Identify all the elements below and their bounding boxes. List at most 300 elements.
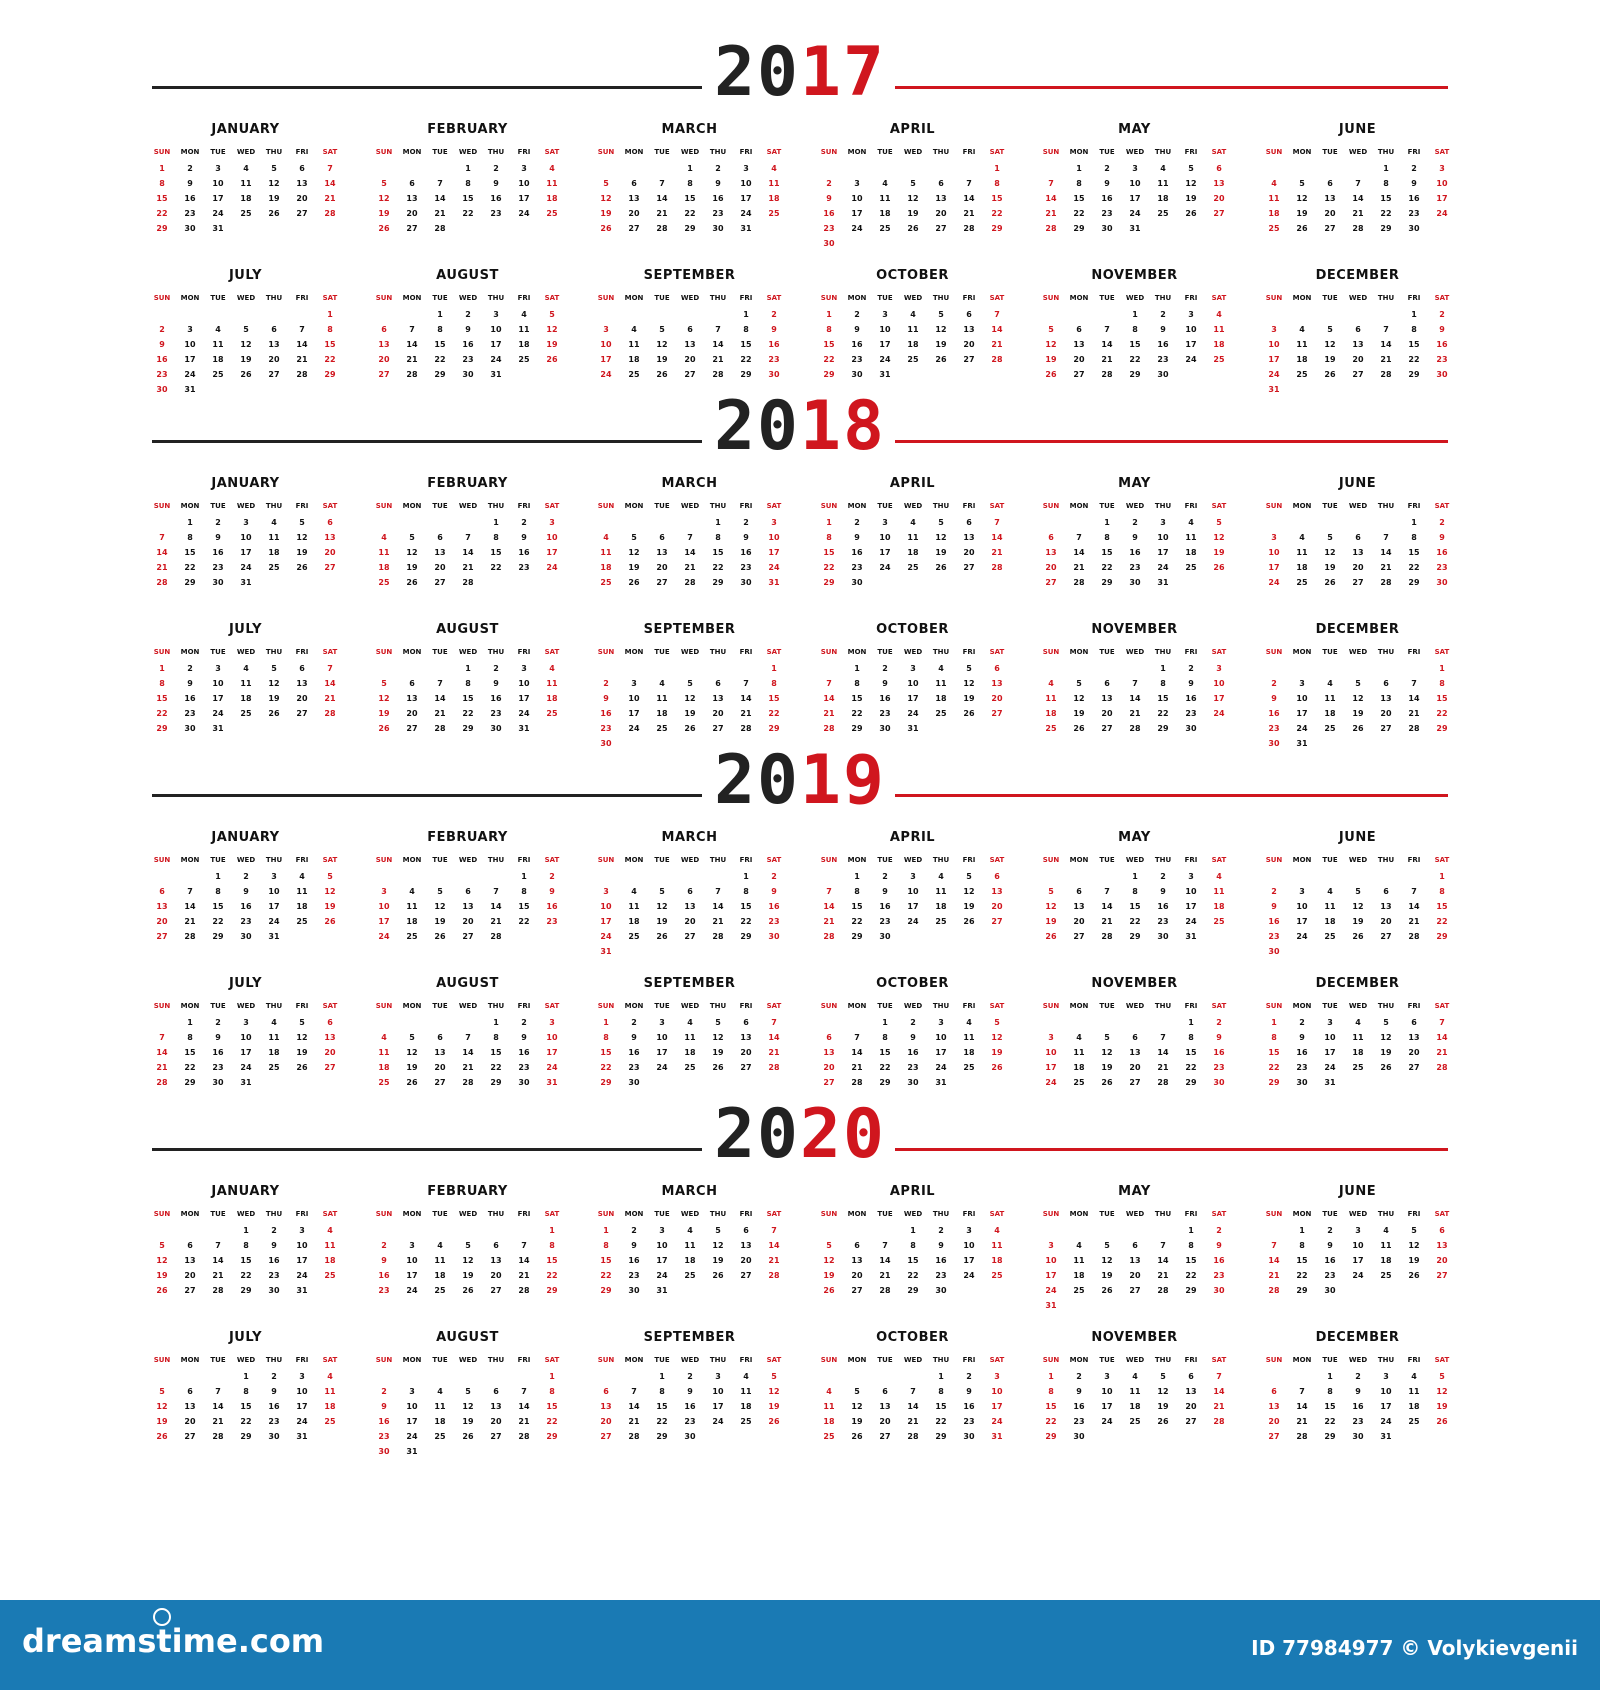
day-cell: 7 bbox=[966, 179, 972, 188]
day-cell: 17 bbox=[656, 1048, 668, 1057]
day-cell: 15 bbox=[1436, 902, 1448, 911]
day-cell: 21 bbox=[740, 709, 752, 718]
weekday-label: THU bbox=[487, 856, 505, 864]
weekday-label: SAT bbox=[544, 1210, 560, 1218]
day-cell: 10 bbox=[406, 1256, 418, 1265]
day-cell: 11 bbox=[268, 1033, 280, 1042]
day-cell: 28 bbox=[1268, 1286, 1280, 1295]
day-cell: 12 bbox=[268, 179, 280, 188]
day-cell: 28 bbox=[462, 1078, 474, 1087]
weekday-label: MON bbox=[180, 294, 200, 302]
week-row bbox=[370, 209, 565, 224]
day-cell: 29 bbox=[1408, 370, 1420, 379]
day-cell: 29 bbox=[546, 1432, 558, 1441]
day-cell: 12 bbox=[1213, 533, 1225, 542]
day-cell: 20 bbox=[1073, 917, 1085, 926]
day-cell: 11 bbox=[212, 340, 224, 349]
day-cell: 12 bbox=[1073, 694, 1085, 703]
weekday-label: WED bbox=[1348, 1210, 1368, 1218]
weekday-label: SAT bbox=[322, 1356, 338, 1364]
footer-bar bbox=[0, 1600, 1600, 1690]
day-cell: 1 bbox=[1132, 872, 1138, 881]
weekday-label: SUN bbox=[375, 1356, 393, 1364]
weekday-label: SAT bbox=[989, 648, 1005, 656]
day-cell: 22 bbox=[156, 209, 168, 218]
day-cell: 5 bbox=[465, 1387, 471, 1396]
week-row bbox=[370, 1286, 565, 1301]
day-cell: 23 bbox=[1213, 1271, 1225, 1280]
day-cell: 9 bbox=[1216, 1241, 1222, 1250]
day-cell: 4 bbox=[381, 1033, 387, 1042]
weekday-label: WED bbox=[1125, 294, 1145, 302]
day-cell: 17 bbox=[1268, 563, 1280, 572]
day-cell: 18 bbox=[823, 1417, 835, 1426]
month-november-2017 bbox=[1037, 268, 1232, 408]
day-cell: 11 bbox=[546, 179, 558, 188]
day-cell: 7 bbox=[327, 164, 333, 173]
week-row bbox=[148, 548, 343, 563]
week-row bbox=[592, 917, 787, 932]
day-cell: 12 bbox=[1324, 340, 1336, 349]
weekday-label: FRI bbox=[1184, 148, 1198, 156]
day-cell: 23 bbox=[740, 563, 752, 572]
day-cell: 9 bbox=[1132, 533, 1138, 542]
weekday-label: FRI bbox=[1407, 502, 1421, 510]
weekday-label: THU bbox=[932, 648, 950, 656]
day-cell: 23 bbox=[1352, 1417, 1364, 1426]
week-row bbox=[1260, 548, 1455, 563]
month-april-2018 bbox=[815, 476, 1010, 616]
day-cell: 15 bbox=[935, 1402, 947, 1411]
week-row bbox=[1260, 1372, 1455, 1387]
day-cell: 2 bbox=[603, 679, 609, 688]
day-cell: 20 bbox=[324, 1048, 336, 1057]
month-may-2018 bbox=[1037, 476, 1232, 616]
day-cell: 7 bbox=[1411, 887, 1417, 896]
weekday-label: THU bbox=[932, 502, 950, 510]
day-cell: 16 bbox=[1157, 340, 1169, 349]
day-cell: 22 bbox=[1324, 1417, 1336, 1426]
weekday-label: SUN bbox=[597, 294, 615, 302]
day-cell: 2 bbox=[966, 1372, 972, 1381]
weekday-label: FRI bbox=[517, 1002, 531, 1010]
week-row bbox=[1260, 224, 1455, 239]
day-cell: 21 bbox=[628, 1417, 640, 1426]
month-name: MAY bbox=[1118, 122, 1151, 137]
day-cell: 28 bbox=[768, 1271, 780, 1280]
day-cell: 23 bbox=[1129, 563, 1141, 572]
day-cell: 5 bbox=[381, 679, 387, 688]
day-cell: 13 bbox=[1073, 340, 1085, 349]
weekday-label: THU bbox=[932, 1210, 950, 1218]
day-cell: 25 bbox=[1185, 563, 1197, 572]
day-cell: 23 bbox=[1213, 1063, 1225, 1072]
day-cell: 3 bbox=[299, 1372, 305, 1381]
day-cell: 15 bbox=[851, 694, 863, 703]
weekday-header-row bbox=[815, 1002, 1010, 1017]
week-row bbox=[148, 1063, 343, 1078]
day-cell: 15 bbox=[184, 548, 196, 557]
day-cell: 30 bbox=[1073, 1432, 1085, 1441]
month-february-2018 bbox=[370, 476, 565, 616]
day-cell: 20 bbox=[462, 917, 474, 926]
day-cell: 1 bbox=[1327, 1372, 1333, 1381]
month-april-2017 bbox=[815, 122, 1010, 262]
week-row bbox=[1037, 518, 1232, 533]
day-cell: 8 bbox=[603, 1241, 609, 1250]
day-cell: 19 bbox=[1073, 709, 1085, 718]
day-cell: 26 bbox=[656, 370, 668, 379]
day-cell: 12 bbox=[1296, 194, 1308, 203]
weekday-label: TUE bbox=[210, 502, 226, 510]
weekday-label: SAT bbox=[1434, 1210, 1450, 1218]
day-cell: 11 bbox=[1324, 694, 1336, 703]
week-row bbox=[815, 563, 1010, 578]
weekday-header-row bbox=[370, 1356, 565, 1371]
day-cell: 14 bbox=[462, 548, 474, 557]
day-cell: 30 bbox=[712, 224, 724, 233]
day-cell: 20 bbox=[1436, 1256, 1448, 1265]
day-cell: 21 bbox=[518, 1271, 530, 1280]
week-row bbox=[148, 1018, 343, 1033]
day-cell: 1 bbox=[854, 664, 860, 673]
day-cell: 15 bbox=[434, 340, 446, 349]
day-cell: 26 bbox=[156, 1286, 168, 1295]
week-row bbox=[592, 1286, 787, 1301]
day-cell: 3 bbox=[549, 518, 555, 527]
day-cell: 28 bbox=[296, 370, 308, 379]
day-cell: 31 bbox=[490, 370, 502, 379]
week-row bbox=[592, 1402, 787, 1417]
month-name: MARCH bbox=[661, 122, 718, 137]
day-cell: 1 bbox=[1439, 664, 1445, 673]
day-cell: 21 bbox=[684, 563, 696, 572]
weekday-label: THU bbox=[1154, 648, 1172, 656]
day-cell: 21 bbox=[712, 355, 724, 364]
day-cell: 3 bbox=[521, 664, 527, 673]
weekday-header-row bbox=[1037, 148, 1232, 163]
day-cell: 11 bbox=[1045, 694, 1057, 703]
day-cell: 25 bbox=[434, 1286, 446, 1295]
weekday-label: SUN bbox=[153, 1002, 171, 1010]
day-cell: 23 bbox=[1101, 209, 1113, 218]
day-cell: 20 bbox=[963, 340, 975, 349]
day-cell: 7 bbox=[910, 1387, 916, 1396]
day-cell: 29 bbox=[1436, 724, 1448, 733]
day-cell: 13 bbox=[434, 1048, 446, 1057]
weekday-header-row bbox=[815, 502, 1010, 517]
day-cell: 29 bbox=[546, 1286, 558, 1295]
month-name: SEPTEMBER bbox=[643, 622, 736, 637]
day-cell: 9 bbox=[1160, 325, 1166, 334]
day-cell: 31 bbox=[935, 1078, 947, 1087]
week-row bbox=[370, 1372, 565, 1387]
day-cell: 27 bbox=[823, 1078, 835, 1087]
day-cell: 26 bbox=[268, 209, 280, 218]
weekday-header-row bbox=[592, 1356, 787, 1371]
day-cell: 24 bbox=[991, 1417, 1003, 1426]
day-cell: 26 bbox=[1157, 1417, 1169, 1426]
day-cell: 29 bbox=[600, 1078, 612, 1087]
day-cell: 4 bbox=[910, 518, 916, 527]
weekday-label: TUE bbox=[210, 1356, 226, 1364]
day-cell: 10 bbox=[184, 340, 196, 349]
day-cell: 19 bbox=[1045, 917, 1057, 926]
weekday-label: SUN bbox=[597, 148, 615, 156]
day-cell: 12 bbox=[268, 679, 280, 688]
day-cell: 4 bbox=[1188, 518, 1194, 527]
day-cell: 23 bbox=[879, 709, 891, 718]
month-august-2017 bbox=[370, 268, 565, 408]
day-cell: 24 bbox=[712, 1417, 724, 1426]
week-row bbox=[592, 370, 787, 385]
day-cell: 1 bbox=[521, 872, 527, 881]
day-cell: 20 bbox=[1352, 355, 1364, 364]
weekday-label: SUN bbox=[153, 856, 171, 864]
day-cell: 8 bbox=[549, 1387, 555, 1396]
day-cell: 22 bbox=[1101, 563, 1113, 572]
day-cell: 11 bbox=[434, 1402, 446, 1411]
month-july-2018 bbox=[148, 622, 343, 762]
day-cell: 14 bbox=[1352, 194, 1364, 203]
weekday-label: WED bbox=[1125, 502, 1145, 510]
day-cell: 24 bbox=[879, 355, 891, 364]
weekday-label: THU bbox=[709, 1356, 727, 1364]
day-cell: 8 bbox=[1271, 1033, 1277, 1042]
year-title bbox=[705, 33, 895, 112]
weekday-label: FRI bbox=[1184, 856, 1198, 864]
weekday-label: THU bbox=[1154, 1356, 1172, 1364]
week-row bbox=[592, 194, 787, 209]
day-cell: 1 bbox=[1411, 310, 1417, 319]
divider-line-left bbox=[152, 1148, 702, 1151]
day-cell: 12 bbox=[1324, 548, 1336, 557]
day-cell: 3 bbox=[994, 1372, 1000, 1381]
week-row bbox=[592, 1018, 787, 1033]
weekday-label: SUN bbox=[1042, 294, 1060, 302]
day-cell: 10 bbox=[1436, 179, 1448, 188]
day-cell: 30 bbox=[156, 385, 168, 394]
day-cell: 24 bbox=[600, 932, 612, 941]
month-name: JANUARY bbox=[211, 1184, 280, 1199]
day-cell: 3 bbox=[243, 1018, 249, 1027]
weekday-label: WED bbox=[236, 1002, 256, 1010]
day-cell: 25 bbox=[1296, 370, 1308, 379]
weekday-label: MON bbox=[847, 648, 867, 656]
weekday-header-row bbox=[592, 1210, 787, 1225]
weekday-label: FRI bbox=[1407, 1002, 1421, 1010]
day-cell: 29 bbox=[156, 724, 168, 733]
day-cell: 20 bbox=[1129, 1063, 1141, 1072]
day-cell: 16 bbox=[1073, 1402, 1085, 1411]
day-cell: 24 bbox=[600, 370, 612, 379]
day-cell: 30 bbox=[1213, 1286, 1225, 1295]
week-row bbox=[148, 209, 343, 224]
day-cell: 29 bbox=[712, 578, 724, 587]
day-cell: 4 bbox=[1132, 1372, 1138, 1381]
day-cell: 4 bbox=[938, 872, 944, 881]
day-cell: 20 bbox=[406, 209, 418, 218]
day-cell: 19 bbox=[768, 1402, 780, 1411]
day-cell: 10 bbox=[212, 679, 224, 688]
day-cell: 7 bbox=[743, 679, 749, 688]
day-cell: 18 bbox=[1324, 709, 1336, 718]
day-cell: 13 bbox=[935, 194, 947, 203]
day-cell: 18 bbox=[1073, 1063, 1085, 1072]
day-cell: 24 bbox=[1436, 209, 1448, 218]
week-row bbox=[592, 664, 787, 679]
day-cell: 28 bbox=[156, 1078, 168, 1087]
weekday-label: MON bbox=[402, 648, 422, 656]
day-cell: 26 bbox=[296, 563, 308, 572]
weekday-label: WED bbox=[903, 148, 923, 156]
day-cell: 15 bbox=[462, 694, 474, 703]
day-cell: 17 bbox=[1185, 340, 1197, 349]
day-cell: 4 bbox=[631, 325, 637, 334]
day-cell: 15 bbox=[1408, 548, 1420, 557]
week-row bbox=[1037, 209, 1232, 224]
day-cell: 22 bbox=[490, 563, 502, 572]
month-name: AUGUST bbox=[436, 622, 499, 637]
weekday-label: TUE bbox=[432, 648, 448, 656]
day-cell: 21 bbox=[1352, 209, 1364, 218]
day-cell: 6 bbox=[1355, 325, 1361, 334]
day-cell: 28 bbox=[1157, 1286, 1169, 1295]
day-cell: 25 bbox=[628, 932, 640, 941]
day-cell: 22 bbox=[1045, 1417, 1057, 1426]
day-cell: 15 bbox=[1185, 1256, 1197, 1265]
day-cell: 6 bbox=[465, 887, 471, 896]
day-cell: 15 bbox=[1101, 548, 1113, 557]
day-cell: 16 bbox=[600, 709, 612, 718]
day-cell: 11 bbox=[1380, 1241, 1392, 1250]
week-row bbox=[1037, 548, 1232, 563]
month-name: SEPTEMBER bbox=[643, 976, 736, 991]
year-prefix: 20 bbox=[714, 33, 800, 112]
day-cell: 14 bbox=[1380, 548, 1392, 557]
day-cell: 25 bbox=[406, 932, 418, 941]
day-cell: 21 bbox=[1380, 563, 1392, 572]
day-cell: 8 bbox=[771, 679, 777, 688]
day-cell: 2 bbox=[1355, 1372, 1361, 1381]
weekday-label: TUE bbox=[1099, 1002, 1115, 1010]
day-cell: 31 bbox=[991, 1432, 1003, 1441]
day-cell: 1 bbox=[1132, 310, 1138, 319]
weekday-label: TUE bbox=[1099, 1210, 1115, 1218]
footer-logo[interactable]: dreamstime.com bbox=[22, 1622, 325, 1660]
weekday-label: SUN bbox=[375, 856, 393, 864]
spiral-icon bbox=[153, 1608, 171, 1626]
day-cell: 16 bbox=[240, 902, 252, 911]
week-row bbox=[1260, 1048, 1455, 1063]
day-cell: 20 bbox=[600, 1417, 612, 1426]
day-cell: 22 bbox=[240, 1417, 252, 1426]
day-cell: 5 bbox=[271, 164, 277, 173]
weekday-label: FRI bbox=[1184, 1002, 1198, 1010]
day-cell: 8 bbox=[493, 1033, 499, 1042]
day-cell: 15 bbox=[1129, 902, 1141, 911]
day-cell: 6 bbox=[1439, 1226, 1445, 1235]
weekday-label: WED bbox=[1348, 1356, 1368, 1364]
day-cell: 24 bbox=[1268, 370, 1280, 379]
day-cell: 24 bbox=[1185, 355, 1197, 364]
weekday-label: TUE bbox=[210, 294, 226, 302]
day-cell: 11 bbox=[546, 679, 558, 688]
weekday-label: MON bbox=[1292, 502, 1312, 510]
day-cell: 10 bbox=[546, 1033, 558, 1042]
weekday-label: SUN bbox=[153, 294, 171, 302]
day-cell: 10 bbox=[1185, 887, 1197, 896]
day-cell: 13 bbox=[490, 1256, 502, 1265]
weekday-label: WED bbox=[458, 294, 478, 302]
day-cell: 8 bbox=[910, 1241, 916, 1250]
weekday-label: FRI bbox=[1184, 1210, 1198, 1218]
day-cell: 23 bbox=[212, 563, 224, 572]
day-cell: 19 bbox=[1101, 1063, 1113, 1072]
month-name: JULY bbox=[228, 622, 263, 637]
day-cell: 29 bbox=[184, 578, 196, 587]
week-row bbox=[370, 1078, 565, 1093]
year-title bbox=[705, 1095, 895, 1174]
day-cell: 11 bbox=[1157, 179, 1169, 188]
weekday-header-row bbox=[1260, 1002, 1455, 1017]
day-cell: 18 bbox=[600, 563, 612, 572]
weekday-label: MON bbox=[402, 294, 422, 302]
day-cell: 14 bbox=[1157, 1256, 1169, 1265]
month-march-2019 bbox=[592, 830, 787, 970]
weekday-label: SAT bbox=[1434, 856, 1450, 864]
day-cell: 9 bbox=[938, 1241, 944, 1250]
week-row bbox=[592, 518, 787, 533]
day-cell: 6 bbox=[1076, 325, 1082, 334]
weekday-label: SAT bbox=[1434, 294, 1450, 302]
month-february-2017 bbox=[370, 122, 565, 262]
day-cell: 9 bbox=[910, 1033, 916, 1042]
day-cell: 2 bbox=[381, 1387, 387, 1396]
day-cell: 22 bbox=[712, 563, 724, 572]
day-cell: 22 bbox=[462, 709, 474, 718]
day-cell: 21 bbox=[1408, 709, 1420, 718]
weekday-label: THU bbox=[709, 856, 727, 864]
day-cell: 30 bbox=[1157, 370, 1169, 379]
day-cell: 6 bbox=[743, 1226, 749, 1235]
day-cell: 8 bbox=[1104, 533, 1110, 542]
day-cell: 12 bbox=[406, 548, 418, 557]
day-cell: 20 bbox=[656, 563, 668, 572]
day-cell: 1 bbox=[938, 1372, 944, 1381]
day-cell: 31 bbox=[1324, 1078, 1336, 1087]
weekday-label: FRI bbox=[739, 148, 753, 156]
month-name: JULY bbox=[228, 268, 263, 283]
weekday-label: TUE bbox=[1322, 502, 1338, 510]
day-cell: 9 bbox=[966, 1387, 972, 1396]
day-cell: 1 bbox=[1076, 164, 1082, 173]
day-cell: 25 bbox=[1073, 1286, 1085, 1295]
day-cell: 17 bbox=[600, 355, 612, 364]
week-row bbox=[148, 1432, 343, 1447]
week-row bbox=[815, 179, 1010, 194]
day-cell: 12 bbox=[1157, 1387, 1169, 1396]
day-cell: 13 bbox=[1408, 1033, 1420, 1042]
day-cell: 21 bbox=[1213, 1402, 1225, 1411]
day-cell: 30 bbox=[740, 578, 752, 587]
weekday-label: THU bbox=[487, 148, 505, 156]
week-row bbox=[370, 340, 565, 355]
day-cell: 5 bbox=[1104, 1033, 1110, 1042]
day-cell: 6 bbox=[687, 887, 693, 896]
day-cell: 21 bbox=[212, 1271, 224, 1280]
day-cell: 10 bbox=[1045, 1256, 1057, 1265]
